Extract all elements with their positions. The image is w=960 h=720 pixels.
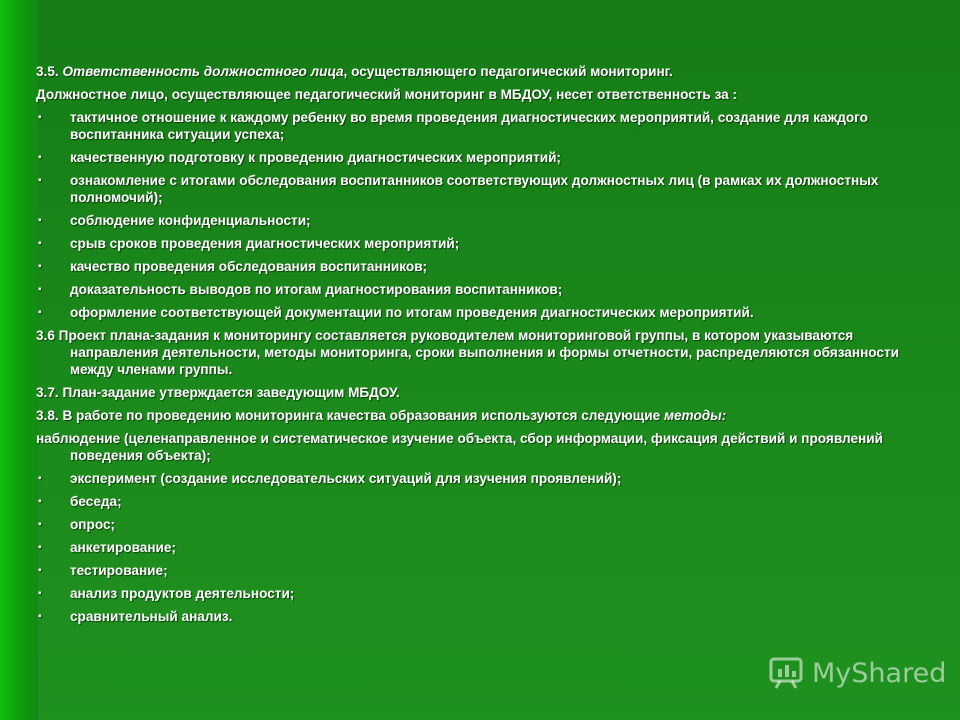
- bullet-marker: ▪: [38, 519, 42, 530]
- method-item-text: опрос;: [70, 517, 116, 532]
- bullet-marker: ▪: [38, 307, 42, 318]
- slide-content: [36, 63, 920, 631]
- watermark-logo: [768, 656, 946, 690]
- bullet-marker: ▪: [38, 112, 42, 123]
- method-item-text: беседа;: [70, 494, 122, 509]
- method-item: [36, 516, 920, 533]
- bullet-marker: ▪: [38, 565, 42, 576]
- method-item: [36, 608, 920, 625]
- heading-title-rest: , осуществляющего педагогический мониторинг.: [343, 64, 673, 79]
- bullet-marker: ▪: [38, 261, 42, 272]
- section-heading: 3.5. Ответственность должностного лица, осуществляющего педагогический мониторинг.: [36, 64, 673, 79]
- bullet-marker: ▪: [38, 215, 42, 226]
- responsibility-item: [36, 235, 920, 252]
- responsibility-item: [36, 149, 920, 166]
- responsibility-item-text: оформление соответствующей документации по итогам проведения диагностических мероприятий.: [70, 305, 754, 320]
- method-item-text: эксперимент (создание исследовательских ситуаций для изучения проявлений);: [70, 471, 622, 486]
- responsibility-item: [36, 258, 920, 275]
- responsibility-item: [36, 172, 920, 206]
- bullet-marker: ▪: [38, 611, 42, 622]
- method-item-text: тестирование;: [70, 563, 168, 578]
- responsibility-item-text: срыв сроков проведения диагностических мероприятий;: [70, 236, 460, 251]
- paragraph-3-7: 3.7. План-задание утверждается заведующим МБДОУ.: [36, 385, 400, 400]
- responsibility-item-text: качественную подготовку к проведению диагностических мероприятий;: [70, 150, 561, 165]
- observation-paragraph: наблюдение (целенаправленное и систематическое изучение объекта, сбор информации, фиксация действий и проявлений поведения объекта);: [36, 431, 883, 463]
- method-item: [36, 539, 920, 556]
- responsibility-item-text: соблюдение конфиденциальности;: [70, 213, 311, 228]
- intro-paragraph: Должностное лицо, осуществляющее педагогический мониторинг в МБДОУ, несет ответственность за :: [36, 87, 738, 102]
- method-item: [36, 562, 920, 579]
- responsibility-item: [36, 212, 920, 229]
- responsibility-item-text: ознакомление с итогами обследования воспитанников соответствующих должностных лиц (в рамках их должностных полномочий);: [70, 173, 879, 205]
- responsibility-item-text: тактичное отношение к каждому ребенку во время проведения диагностических мероприятий, создание для каждого воспитанника ситуации успеха;: [70, 110, 868, 142]
- bullet-marker: ▪: [38, 284, 42, 295]
- methods-label: методы:: [663, 408, 727, 423]
- bullet-marker: ▪: [38, 175, 42, 186]
- responsibility-item: [36, 109, 920, 143]
- responsibility-item: [36, 304, 920, 321]
- method-item: [36, 585, 920, 602]
- paragraph-3-6: 3.6 Проект плана-задания к мониторингу составляется руководителем мониторинговой группы, в котором указываются направления деятельности, методы мониторинга, сроки выполнения и формы отчетности, распределяются обязанности между членами группы.: [36, 328, 899, 377]
- presentation-icon: [768, 656, 806, 690]
- method-item-text: анкетирование;: [70, 540, 176, 555]
- bullet-marker: ▪: [38, 473, 42, 484]
- responsibility-item: [36, 281, 920, 298]
- responsibility-item-text: доказательность выводов по итогам диагностирования воспитанников;: [70, 282, 563, 297]
- bullet-marker: ▪: [38, 152, 42, 163]
- watermark-text: MyShared: [812, 657, 947, 689]
- responsibilities-list: [36, 109, 920, 321]
- method-item: [36, 493, 920, 510]
- method-item-text: анализ продуктов деятельности;: [70, 586, 295, 601]
- bullet-marker: ▪: [38, 542, 42, 553]
- bullet-marker: ▪: [38, 238, 42, 249]
- method-item-text: сравнительный анализ.: [70, 609, 233, 624]
- methods-list: [36, 470, 920, 625]
- responsibility-item-text: качество проведения обследования воспитанников;: [70, 259, 428, 274]
- method-item: [36, 470, 920, 487]
- heading-title-italic: Ответственность должностного лица: [62, 64, 344, 79]
- bullet-marker: ▪: [38, 588, 42, 599]
- bullet-marker: ▪: [38, 496, 42, 507]
- paragraph-3-8: 3.8. В работе по проведению мониторинга качества образования используются следующие методы:: [36, 408, 727, 423]
